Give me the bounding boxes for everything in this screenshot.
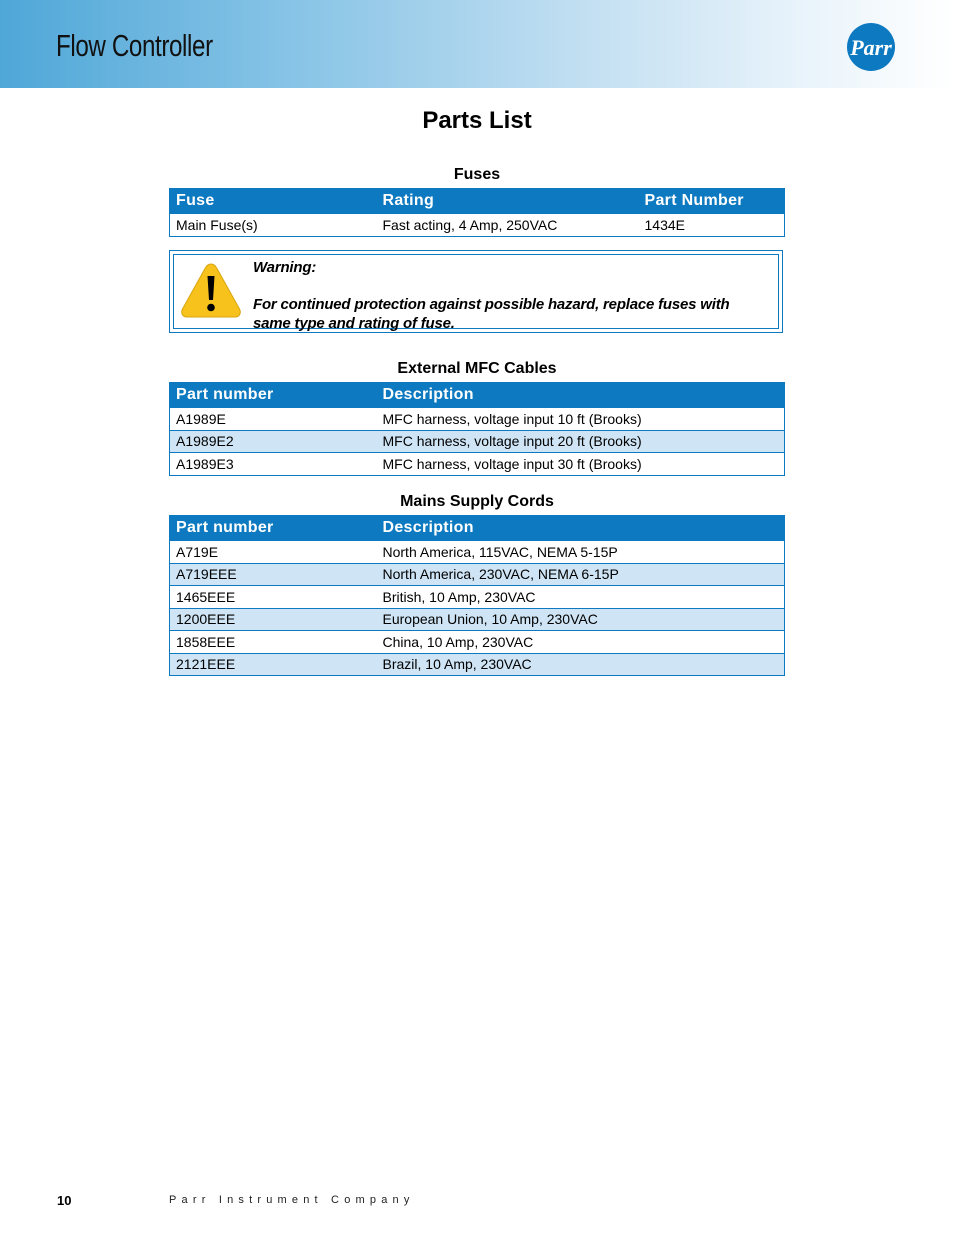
table-cell: 1434E xyxy=(639,214,785,237)
table-row xyxy=(170,653,785,676)
column-header: Part number xyxy=(170,383,377,408)
mfc-cables-table xyxy=(169,382,785,476)
table-cell: North America, 115VAC, NEMA 5-15P xyxy=(377,541,785,564)
warning-text-block xyxy=(253,258,770,333)
footer-company-name: Parr Instrument Company xyxy=(169,1194,415,1206)
table-row xyxy=(170,586,785,609)
header-title: Flow Controller xyxy=(56,28,213,63)
page-number: 10 xyxy=(57,1193,72,1208)
column-header: Rating xyxy=(377,189,639,214)
table-cell: European Union, 10 Amp, 230VAC xyxy=(377,608,785,631)
table-row xyxy=(170,408,785,431)
fuses-table xyxy=(169,188,785,237)
table-row xyxy=(170,563,785,586)
table-cell: 1465EEE xyxy=(170,586,377,609)
table-cell: A1989E2 xyxy=(170,430,377,453)
table-cell: China, 10 Amp, 230VAC xyxy=(377,631,785,654)
table-cell: A719E xyxy=(170,541,377,564)
table-row xyxy=(170,608,785,631)
table-cell: Brazil, 10 Amp, 230VAC xyxy=(377,653,785,676)
table-cell: Fast acting, 4 Amp, 250VAC xyxy=(377,214,639,237)
mains-header-row xyxy=(170,516,785,541)
mfc-header-row xyxy=(170,383,785,408)
table-cell: MFC harness, voltage input 20 ft (Brooks) xyxy=(377,430,785,453)
warning-triangle-icon xyxy=(179,260,243,320)
table-cell: A1989E xyxy=(170,408,377,431)
column-header: Description xyxy=(377,383,785,408)
table-row xyxy=(170,430,785,453)
table-row xyxy=(170,631,785,654)
table-cell: North America, 230VAC, NEMA 6-15P xyxy=(377,563,785,586)
table-row xyxy=(170,214,785,237)
column-header: Part Number xyxy=(639,189,785,214)
table-cell: Main Fuse(s) xyxy=(170,214,377,237)
table-row xyxy=(170,453,785,476)
mains-cords-table xyxy=(169,515,785,676)
table-row xyxy=(170,541,785,564)
warning-inner-border xyxy=(173,254,779,332)
table-cell: MFC harness, voltage input 10 ft (Brooks) xyxy=(377,408,785,431)
table-cell: 1858EEE xyxy=(170,631,377,654)
table-cell: 1200EEE xyxy=(170,608,377,631)
mfc-cables-title: External MFC Cables xyxy=(397,360,557,377)
column-header: Description xyxy=(377,516,785,541)
fuses-title: Fuses xyxy=(453,166,501,183)
warning-label: Warning: xyxy=(253,259,317,276)
mains-cords-title: Mains Supply Cords xyxy=(400,493,554,510)
table-cell: British, 10 Amp, 230VAC xyxy=(377,586,785,609)
parr-logo-icon xyxy=(845,22,899,72)
column-header: Fuse xyxy=(170,189,377,214)
page-title: Parts List xyxy=(422,107,532,134)
table-cell: MFC harness, voltage input 30 ft (Brooks) xyxy=(377,453,785,476)
column-header: Part number xyxy=(170,516,377,541)
warning-message: For continued protection against possible hazard, replace fuses with same type and rating of fuse. xyxy=(253,296,730,332)
table-cell: A1989E3 xyxy=(170,453,377,476)
table-cell: A719EEE xyxy=(170,563,377,586)
table-cell: 2121EEE xyxy=(170,653,377,676)
fuses-header-row xyxy=(170,189,785,214)
page-header xyxy=(0,0,954,88)
warning-box xyxy=(169,250,783,333)
logo-text: Parr xyxy=(850,35,892,60)
